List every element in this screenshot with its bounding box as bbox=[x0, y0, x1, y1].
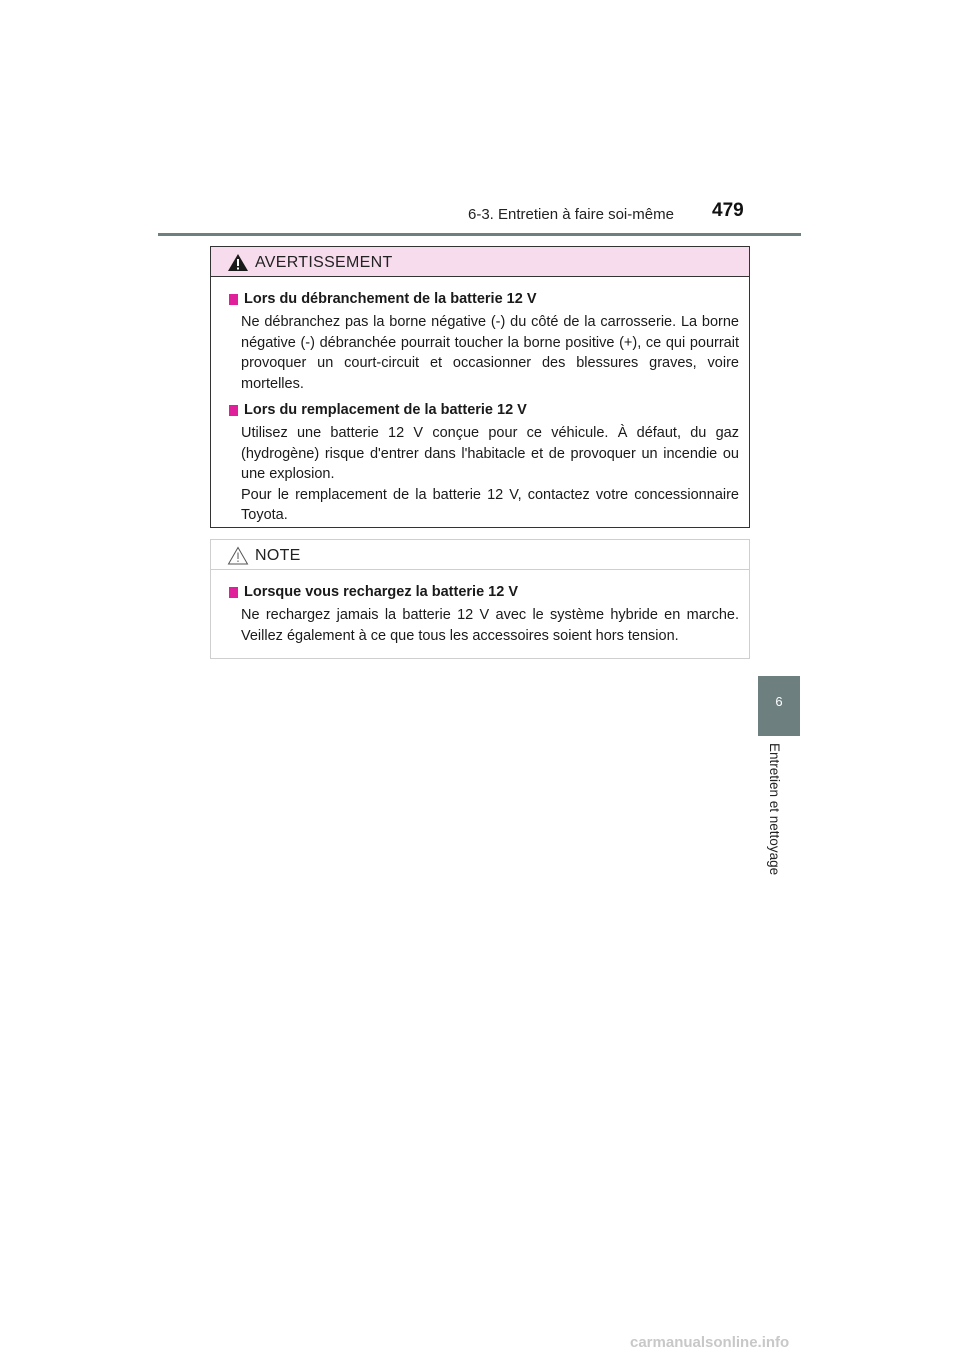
warning-section-disconnect bbox=[229, 289, 739, 394]
bullet-square-icon bbox=[229, 587, 238, 598]
warning-section-heading bbox=[229, 400, 739, 420]
note-box-header bbox=[211, 540, 749, 570]
note-section-heading bbox=[229, 582, 739, 602]
side-tab-label-text: Entretien et nettoyage bbox=[767, 743, 782, 876]
warning-triangle-outline-icon bbox=[227, 546, 249, 565]
warning-triangle-filled-icon bbox=[227, 253, 249, 272]
note-section-recharge bbox=[229, 582, 739, 646]
warning-section-heading-text: Lors du débranchement de la batterie 12 V bbox=[244, 291, 537, 307]
note-box-title: NOTE bbox=[255, 547, 301, 564]
warning-paragraph: Utilisez une batterie 12 V conçue pour ce véhicule. À défaut, du gaz (hydrogène) risque d'entrer dans l'habitacle et de provoquer un incendie ou une explosion. bbox=[241, 425, 739, 482]
note-paragraph: Ne rechargez jamais la batterie 12 V avec le système hybride en marche. Veillez également à ce que tous les accessoires soient hors tension. bbox=[241, 607, 739, 644]
side-tab-label bbox=[758, 738, 800, 888]
warning-box-body bbox=[211, 277, 749, 526]
warning-section-replace bbox=[229, 400, 739, 526]
warning-paragraph: Ne débranchez pas la borne négative (-) du côté de la carrosserie. La borne négative (-) débranchée pourrait toucher la borne positive (+), ce qui pourrait provoquer un court-circuit et occasionner des blessures graves, voire mortelles. bbox=[241, 314, 739, 392]
warning-section-heading-text: Lors du remplacement de la batterie 12 V bbox=[244, 402, 527, 418]
warning-section-heading bbox=[229, 289, 739, 309]
warning-box bbox=[210, 246, 750, 528]
bullet-square-icon bbox=[229, 405, 238, 416]
bullet-square-icon bbox=[229, 294, 238, 305]
header-section-title: 6-3. Entretien à faire soi-même bbox=[468, 206, 674, 223]
warning-box-header bbox=[211, 247, 749, 277]
watermark: carmanualsonline.info bbox=[630, 1334, 790, 1351]
warning-paragraph: Pour le remplacement de la batterie 12 V, contactez votre concessionnaire Toyota. bbox=[241, 486, 739, 523]
page-number: 479 bbox=[712, 200, 744, 221]
side-tab-number: 6 bbox=[758, 676, 800, 736]
note-section-heading-text: Lorsque vous rechargez la batterie 12 V bbox=[244, 584, 518, 600]
warning-box-title: AVERTISSEMENT bbox=[255, 254, 393, 271]
header-rule bbox=[158, 233, 801, 236]
note-box bbox=[210, 539, 750, 659]
note-box-body bbox=[211, 570, 749, 646]
